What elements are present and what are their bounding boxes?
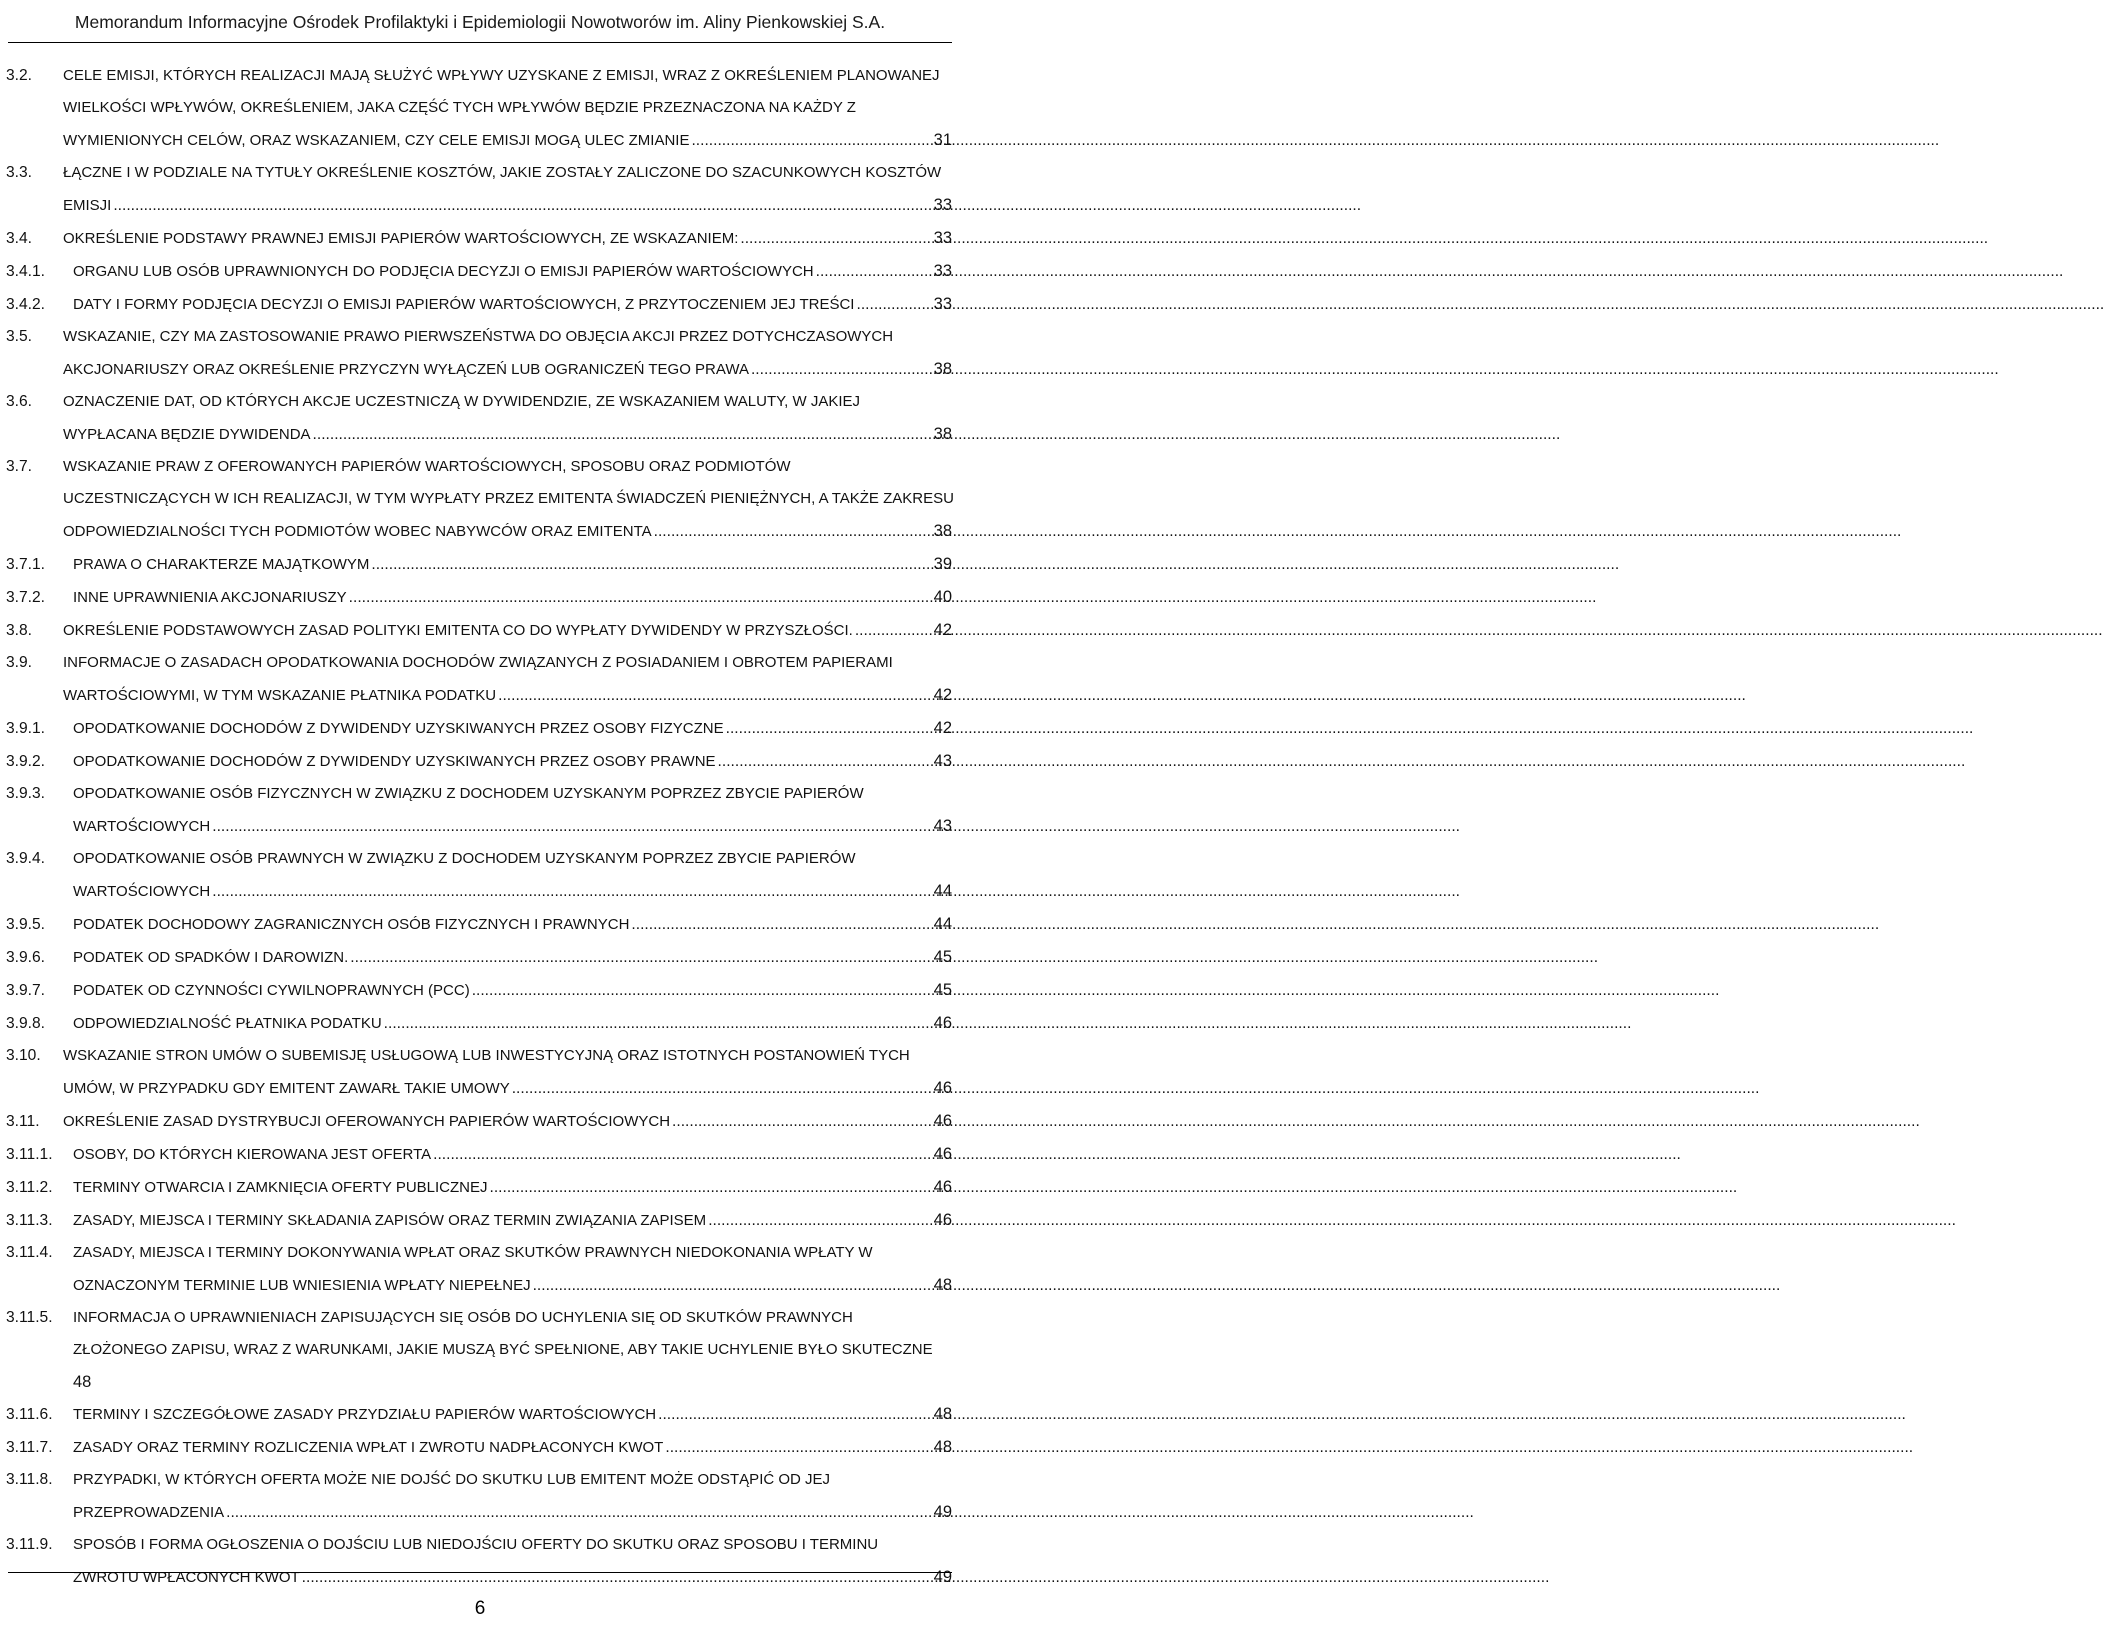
toc-entry-page: 46 [933,1178,952,1196]
dot-leader [672,1106,932,1138]
toc-entry-title: TERMINY I SZCZEGÓŁOWE ZASADY PRZYDZIAŁU PAPIERÓW WARTOŚCIOWYCH [73,1406,657,1423]
toc-entry-number: 3.9.1. [6,720,46,737]
toc-entry[interactable] [6,1237,952,1302]
toc-entry-title: OKREŚLENIE PODSTAWOWYCH ZASAD POLITYKI EMITENTA CO DO WYPŁATY DYWIDENDY W PRZYSZŁOŚCI. [63,622,853,639]
dot-leader [751,354,932,386]
toc-entry-number: 3.11.7. [6,1439,53,1456]
toc-entry-number: 3.5. [6,328,33,345]
toc-entry[interactable] [6,451,952,548]
toc-entry-title: WSKAZANIE, CZY MA ZASTOSOWANIE PRAWO PIERWSZEŃSTWA DO OBJĘCIA AKCJI PRZEZ DOTYCHCZASOWYCH [63,328,894,345]
toc-entry-page: 48 [933,1438,952,1456]
toc-entry-number: 3.11.2. [6,1179,53,1196]
toc-entry[interactable] [6,1431,952,1464]
toc-entry-page: 38 [933,522,952,540]
toc-entry-number: 3.11.5. [6,1309,53,1326]
toc-entry-title: WSKAZANIE PRAW Z OFEROWANYCH PAPIERÓW WARTOŚCIOWYCH, SPOSOBU ORAZ PODMIOTÓW [63,458,791,475]
toc-entry[interactable] [6,941,952,974]
toc-entry-number: 3.11.1. [6,1146,53,1163]
table-of-contents [6,60,952,1594]
toc-entry-title: WYMIENIONYCH CELÓW, ORAZ WSKAZANIEM, CZY CELE EMISJI MOGĄ ULEC ZMIANIE [63,132,690,149]
toc-entry-page: 49 [933,1503,952,1521]
toc-entry-number: 3.2. [6,67,33,84]
toc-entry[interactable] [6,60,952,157]
toc-entry-number: 3.4.1. [6,263,46,280]
footer-divider [8,1572,952,1573]
toc-entry-number: 3.11.8. [6,1471,53,1488]
toc-entry-title: OKREŚLENIE PODSTAWY PRAWNEJ EMISJI PAPIERÓW WARTOŚCIOWYCH, ZE WSKAZANIEM: [63,230,739,247]
toc-entry-number: 3.7.1. [6,556,46,573]
toc-entry-title: OPODATKOWANIE DOCHODÓW Z DYWIDENDY UZYSKIWANYCH PRZEZ OSOBY PRAWNE [73,753,716,770]
dot-leader [631,909,931,941]
toc-entry-page: 46 [933,1211,952,1229]
dot-leader [313,419,932,451]
toc-entry-page: 38 [933,425,952,443]
toc-entry-number: 3.9.6. [6,949,46,966]
dot-leader [371,549,931,581]
toc-entry-page: 39 [933,555,952,573]
toc-entry-page: 33 [933,295,952,313]
toc-entry-number: 3.4. [6,230,33,247]
toc-entry-title: OKREŚLENIE ZASAD DYSTRYBUCJI OFEROWANYCH PAPIERÓW WARTOŚCIOWYCH [63,1113,671,1130]
toc-entry-title: WARTOŚCIOWYMI, W TYM WSKAZANIE PŁATNIKA PODATKU [63,687,497,704]
dot-leader [856,289,931,321]
toc-entry-title: UMÓW, W PRZYPADKU GDY EMITENT ZAWARŁ TAKIE UMOWY [63,1080,510,1097]
toc-entry[interactable] [6,1171,952,1204]
dot-leader [512,1073,932,1105]
toc-entry[interactable] [6,386,952,451]
dot-leader [855,615,932,647]
toc-entry-page: 46 [933,1112,952,1130]
toc-entry-page: 48 [73,1373,92,1391]
toc-entry[interactable] [6,1138,952,1171]
dot-leader [350,942,931,974]
dot-leader [212,876,931,908]
toc-entry[interactable] [6,712,952,745]
toc-entry-title: ODPOWIEDZIALNOŚĆ PŁATNIKA PODATKU [73,1015,382,1032]
dot-leader [349,582,932,614]
toc-entry-number: 3.7. [6,458,33,475]
toc-entry-number: 3.11.4. [6,1244,53,1261]
toc-entry[interactable] [6,1007,952,1040]
toc-entry-title: OSOBY, DO KTÓRYCH KIEROWANA JEST OFERTA [73,1146,432,1163]
toc-entry-title: OPODATKOWANIE OSÓB PRAWNYCH W ZWIĄZKU Z DOCHODEM UZYSKANYM POPRZEZ ZBYCIE PAPIERÓW [73,850,856,867]
dot-leader [212,811,931,843]
toc-entry-number: 3.9.5. [6,916,46,933]
toc-entry-number: 3.9.8. [6,1015,46,1032]
toc-entry-title: AKCJONARIUSZY ORAZ OKREŚLENIE PRZYCZYN WYŁĄCZEŃ LUB OGRANICZEŃ TEGO PRAWA [63,361,749,378]
toc-entry-page: 33 [933,196,952,214]
toc-entry-number: 3.9.3. [6,785,46,802]
toc-entry-title: ZASADY, MIEJSCA I TERMINY SKŁADANIA ZAPISÓW ORAZ TERMIN ZWIĄZANIA ZAPISEM [73,1212,707,1229]
header-title: Memorandum Informacyjne Ośrodek Profilaktyki i Epidemiologii Nowotworów im. Aliny Pienkowskiej S.A. [74,12,886,32]
toc-entry-title: ŁĄCZNE I W PODZIALE NA TYTUŁY OKREŚLENIE KOSZTÓW, JAKIE ZOSTAŁY ZALICZONE DO SZACUNKOWYCH KOSZTÓW [63,164,942,181]
dot-leader [490,1172,932,1204]
page-number: 6 [474,1598,486,1619]
dot-leader [740,223,931,255]
toc-entry-page: 46 [933,1014,952,1032]
toc-entry-page: 45 [933,948,952,966]
dot-leader [498,680,932,712]
toc-entry-title: ZASADY ORAZ TERMINY ROZLICZENIA WPŁAT I ZWROTU NADPŁACONYCH KWOT [73,1439,664,1456]
toc-entry-title: ZASADY, MIEJSCA I TERMINY DOKONYWANIA WPŁAT ORAZ SKUTKÓW PRAWNYCH NIEDOKONANIA WPŁATY W [73,1244,873,1261]
toc-entry-page: 33 [933,229,952,247]
toc-entry-title: PODATEK OD SPADKÓW I DAROWIZN. [73,949,349,966]
toc-entry-number: 3.10. [6,1047,41,1064]
toc-entry[interactable] [6,1464,952,1529]
toc-entry[interactable] [6,1105,952,1138]
toc-entry-page: 38 [933,360,952,378]
toc-entry[interactable] [6,614,952,647]
toc-entry-title: SPOSÓB I FORMA OGŁOSZENIA O DOJŚCIU LUB NIEDOJŚCIU OFERTY DO SKUTKU ORAZ SPOSOBU I TERMINU [73,1536,879,1553]
header-divider [8,42,952,43]
toc-entry-number: 3.11.9. [6,1536,53,1553]
toc-entry-page: 31 [933,131,952,149]
toc-entry-title: INFORMACJE O ZASADACH OPODATKOWANIA DOCHODÓW ZWIĄZANYCH Z POSIADANIEM I OBROTEM PAPIERAMI [63,654,893,671]
toc-entry-page: 33 [933,262,952,280]
toc-entry-number: 3.9.2. [6,753,46,770]
toc-entry-title: DATY I FORMY PODJĘCIA DECYZJI O EMISJI PAPIERÓW WARTOŚCIOWYCH, Z PRZYTOCZENIEM JEJ TREŚCI [73,296,855,313]
toc-entry[interactable] [6,1204,952,1237]
dot-leader [113,190,931,222]
dot-leader [658,1399,932,1431]
dot-leader [665,1432,931,1464]
toc-entry-number: 3.11.6. [6,1406,53,1423]
toc-entry[interactable] [6,1398,952,1431]
toc-entry-page: 48 [933,1405,952,1423]
toc-entry-title: OPODATKOWANIE DOCHODÓW Z DYWIDENDY UZYSKIWANYCH PRZEZ OSOBY FIZYCZNE [73,720,724,737]
toc-entry-page: 45 [933,981,952,999]
toc-entry-title: ZŁOŻONEGO ZAPISU, WRAZ Z WARUNKAMI, JAKIE MUSZĄ BYĆ SPEŁNIONE, ABY TAKIE UCHYLENIE BYŁO SKUTECZNE [73,1341,933,1358]
toc-entry-number: 3.6. [6,393,33,410]
toc-entry-page: 42 [933,719,952,737]
dot-leader [816,256,932,288]
toc-entry-title: CELE EMISJI, KTÓRYCH REALIZACJI MAJĄ SŁUŻYĆ WPŁYWY UZYSKANE Z EMISJI, WRAZ Z OKREŚLENIEM PLANOWANEJ [63,67,940,84]
toc-entry-number: 3.4.2. [6,296,46,313]
toc-entry-title: TERMINY OTWARCIA I ZAMKNIĘCIA OFERTY PUBLICZNEJ [73,1179,488,1196]
toc-entry[interactable] [6,581,952,614]
toc-entry-page: 44 [933,882,952,900]
toc-entry-title: ORGANU LUB OSÓB UPRAWNIONYCH DO PODJĘCIA DECYZJI O EMISJI PAPIERÓW WARTOŚCIOWYCH [73,263,814,280]
toc-entry-title: INFORMACJA O UPRAWNIENIACH ZAPISUJĄCYCH SIĘ OSÓB DO UCHYLENIA SIĘ OD SKUTKÓW PRAWNYCH [73,1309,853,1326]
toc-entry-title: PRZYPADKI, W KTÓRYCH OFERTA MOŻE NIE DOJŚĆ DO SKUTKU LUB EMITENT MOŻE ODSTĄPIĆ OD JEJ [73,1471,831,1488]
toc-entry-number: 3.8. [6,622,33,639]
toc-entry-title: ODPOWIEDZIALNOŚCI TYCH PODMIOTÓW WOBEC NABYWCÓW ORAZ EMITENTA [63,523,652,540]
toc-entry-title: OZNACZONYM TERMINIE LUB WNIESIENIA WPŁATY NIEPEŁNEJ [73,1277,531,1294]
dot-leader [726,713,932,745]
toc-entry[interactable] [6,647,952,712]
dot-leader [433,1139,932,1171]
toc-entry-title: WIELKOŚCI WPŁYWÓW, OKREŚLENIEM, JAKA CZĘŚĆ TYCH WPŁYWÓW BĘDZIE PRZEZNACZONA NA KAŻDY Z [63,99,856,116]
page-header [0,0,960,46]
dot-leader [533,1270,932,1302]
toc-entry[interactable] [6,1040,952,1105]
toc-entry-title: WSKAZANIE STRON UMÓW O SUBEMISJĘ USŁUGOWĄ LUB INWESTYCYJNĄ ORAZ ISTOTNYCH POSTANOWIEŃ TYCH [63,1047,910,1064]
toc-entry-number: 3.11.3. [6,1212,53,1229]
toc-entry-number: 3.3. [6,164,33,181]
dot-leader [302,1562,932,1594]
dot-leader [654,516,932,548]
toc-entry-page: 43 [933,817,952,835]
toc-entry-title: WARTOŚCIOWYCH [73,818,211,835]
toc-entry-page: 40 [933,588,952,606]
toc-entry-title: WARTOŚCIOWYCH [73,883,211,900]
toc-entry[interactable] [6,321,952,386]
toc-entry-number: 3.7.2. [6,589,46,606]
toc-entry[interactable] [6,157,952,222]
toc-entry[interactable] [6,1529,952,1594]
dot-leader [718,746,932,778]
toc-entry-page: 44 [933,915,952,933]
toc-entry-number: 3.11. [6,1113,40,1130]
toc-entry-page: 46 [933,1079,952,1097]
toc-entry-title: PODATEK OD CZYNNOŚCI CYWILNOPRAWNYCH (PCC) [73,982,470,999]
toc-entry-page: 42 [933,686,952,704]
toc-entry-page: 42 [933,621,952,639]
toc-entry[interactable] [6,548,952,581]
toc-entry-page: 43 [933,752,952,770]
toc-entry[interactable] [6,778,952,843]
toc-entry[interactable] [6,288,952,321]
toc-entry-title: PODATEK DOCHODOWY ZAGRANICZNYCH OSÓB FIZYCZNYCH I PRAWNYCH [73,916,630,933]
toc-entry-number: 3.9. [6,654,33,671]
toc-entry-title: PRZEPROWADZENIA [73,1504,225,1521]
toc-entry[interactable] [6,1302,952,1398]
dot-leader [708,1205,931,1237]
toc-entry-page: 49 [933,1568,952,1586]
toc-entry-number: 3.9.7. [6,982,46,999]
dot-leader [691,125,931,157]
toc-entry-title: UCZESTNICZĄCYCH W ICH REALIZACJI, W TYM WYPŁATY PRZEZ EMITENTA ŚWIADCZEŃ PIENIĘŻNYCH, A TAKŻE ZAKRESU [63,490,954,507]
toc-entry[interactable] [6,222,952,255]
toc-entry-title: OZNACZENIE DAT, OD KTÓRYCH AKCJE UCZESTNICZĄ W DYWIDENDZIE, ZE WSKAZANIEM WALUTY, W JAKIEJ [63,393,861,410]
dot-leader [472,975,932,1007]
toc-entry[interactable] [6,255,952,288]
toc-entry-number: 3.9.4. [6,850,46,867]
toc-entry[interactable] [6,974,952,1007]
toc-entry-title: WYPŁACANA BĘDZIE DYWIDENDA [63,426,311,443]
toc-entry[interactable] [6,745,952,778]
toc-entry[interactable] [6,908,952,941]
dot-leader [384,1008,932,1040]
toc-entry-page: 46 [933,1145,952,1163]
toc-entry-title: PRAWA O CHARAKTERZE MAJĄTKOWYM [73,556,370,573]
toc-entry-title: OPODATKOWANIE OSÓB FIZYCZNYCH W ZWIĄZKU Z DOCHODEM UZYSKANYM POPRZEZ ZBYCIE PAPIERÓW [73,785,864,802]
toc-entry-title: ZWROTU WPŁACONYCH KWOT [73,1569,300,1586]
toc-entry-title: INNE UPRAWNIENIA AKCJONARIUSZY [73,589,347,606]
toc-entry[interactable] [6,843,952,908]
dot-leader [226,1497,932,1529]
toc-entry-page: 48 [933,1276,952,1294]
toc-entry-title: EMISJI [63,197,112,214]
